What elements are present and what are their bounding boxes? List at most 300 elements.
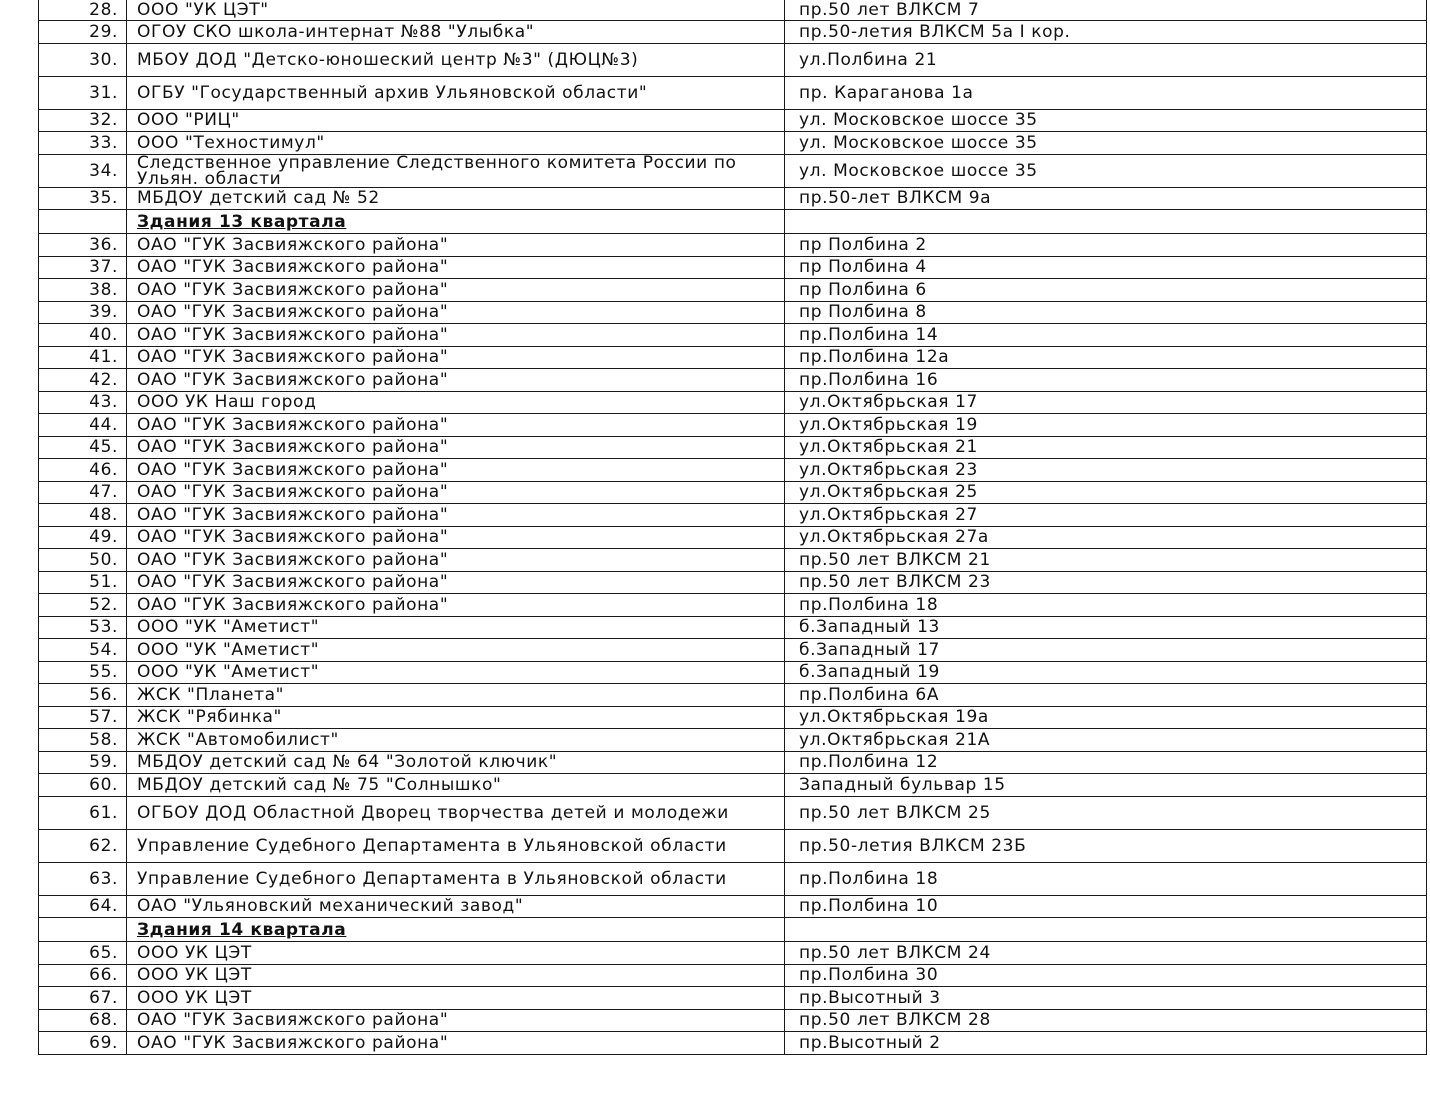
row-number-cell bbox=[39, 21, 127, 44]
row-number-cell bbox=[39, 279, 127, 302]
organization-name: ЖСК "Планета" bbox=[137, 684, 285, 705]
address-cell bbox=[785, 684, 1427, 707]
table-row bbox=[39, 774, 1427, 797]
organization-cell bbox=[127, 414, 785, 437]
address-cell bbox=[785, 256, 1427, 279]
organization-name: ООО "РИЦ" bbox=[137, 110, 240, 131]
address-text: пр.50 лет ВЛКСМ 21 bbox=[799, 549, 991, 570]
organization-name: ООО УК ЦЭТ bbox=[137, 987, 252, 1008]
table-row bbox=[39, 594, 1427, 617]
table-row bbox=[39, 895, 1427, 918]
row-number: 43. bbox=[89, 392, 118, 413]
organization-cell bbox=[127, 987, 785, 1010]
table-row bbox=[39, 234, 1427, 257]
table-row bbox=[39, 132, 1427, 155]
address-cell bbox=[785, 774, 1427, 797]
row-number-cell bbox=[39, 829, 127, 862]
address-text: пр.50-летия ВЛКСМ 5а I кор. bbox=[799, 21, 1071, 42]
address-cell bbox=[785, 324, 1427, 347]
row-number: 69. bbox=[89, 1032, 118, 1053]
address-text: пр Полбина 6 bbox=[799, 279, 927, 300]
row-number-cell bbox=[39, 594, 127, 617]
organization-name: ОАО "ГУК Засвияжского района" bbox=[137, 302, 449, 323]
organization-name: ОАО "Ульяновский механический завод" bbox=[137, 896, 524, 917]
row-number-cell bbox=[39, 436, 127, 459]
organization-name: ООО УК ЦЭТ bbox=[137, 965, 252, 986]
organization-name: ОАО "ГУК Засвияжского района" bbox=[137, 482, 449, 503]
organization-name: ООО "УК "Аметист" bbox=[137, 662, 320, 683]
organization-cell bbox=[127, 301, 785, 324]
organization-name: ОАО "ГУК Засвияжского района" bbox=[137, 504, 449, 525]
organization-name: ОАО "ГУК Засвияжского района" bbox=[137, 369, 449, 390]
address-cell bbox=[785, 234, 1427, 257]
row-number-cell bbox=[39, 526, 127, 549]
organization-cell bbox=[127, 549, 785, 572]
organization-name: Управление Судебного Департамента в Ульяновской области bbox=[137, 835, 727, 856]
address-text: пр.Полбина 16 bbox=[799, 369, 939, 390]
row-number: 58. bbox=[89, 729, 118, 750]
organization-cell bbox=[127, 504, 785, 527]
organization-cell bbox=[127, 76, 785, 109]
address-cell bbox=[785, 964, 1427, 987]
row-number: 68. bbox=[89, 1010, 118, 1031]
address-text: пр.Полбина 12 bbox=[799, 752, 939, 773]
address-cell bbox=[785, 526, 1427, 549]
address-cell bbox=[785, 481, 1427, 504]
table-row bbox=[39, 706, 1427, 729]
address-cell bbox=[785, 987, 1427, 1010]
table-body bbox=[39, 0, 1427, 1054]
table-row bbox=[39, 796, 1427, 829]
address-cell bbox=[785, 279, 1427, 302]
row-number: 35. bbox=[89, 188, 118, 209]
row-number: 30. bbox=[89, 49, 118, 70]
address-cell bbox=[785, 301, 1427, 324]
row-number: 37. bbox=[89, 257, 118, 278]
row-number: 62. bbox=[89, 835, 118, 856]
address-text: пр.50 лет ВЛКСМ 24 bbox=[799, 942, 991, 963]
row-number-cell bbox=[39, 109, 127, 132]
organization-name: ООО "УК "Аметист" bbox=[137, 639, 320, 660]
organization-name: ОАО "ГУК Засвияжского района" bbox=[137, 1032, 449, 1053]
row-number-cell bbox=[39, 987, 127, 1010]
row-number-cell bbox=[39, 369, 127, 392]
organization-cell bbox=[127, 346, 785, 369]
address-text: пр.Высотный 3 bbox=[799, 987, 941, 1008]
address-text: б.Западный 19 bbox=[799, 662, 940, 683]
table-row bbox=[39, 729, 1427, 752]
row-number-cell bbox=[39, 504, 127, 527]
address-text: б.Западный 17 bbox=[799, 639, 940, 660]
organization-cell bbox=[127, 918, 785, 942]
row-number: 61. bbox=[89, 802, 118, 823]
table-row bbox=[39, 1009, 1427, 1032]
table-row bbox=[39, 964, 1427, 987]
row-number: 36. bbox=[89, 234, 118, 255]
address-cell bbox=[785, 0, 1427, 21]
address-text: пр.50-лет ВЛКСМ 9а bbox=[799, 188, 992, 209]
row-number: 39. bbox=[89, 302, 118, 323]
table-row bbox=[39, 504, 1427, 527]
organization-cell bbox=[127, 391, 785, 414]
row-number-cell bbox=[39, 549, 127, 572]
row-number-cell bbox=[39, 76, 127, 109]
row-number: 38. bbox=[89, 279, 118, 300]
address-cell bbox=[785, 414, 1427, 437]
organization-name: ОАО "ГУК Засвияжского района" bbox=[137, 279, 449, 300]
table-row bbox=[39, 0, 1427, 21]
address-cell bbox=[785, 154, 1427, 187]
address-text: пр.Полбина 30 bbox=[799, 965, 939, 986]
address-cell bbox=[785, 639, 1427, 662]
organization-cell bbox=[127, 571, 785, 594]
address-text: пр.50 лет ВЛКСМ 23 bbox=[799, 572, 991, 593]
row-number: 55. bbox=[89, 662, 118, 683]
table-row bbox=[39, 829, 1427, 862]
row-number: 52. bbox=[89, 594, 118, 615]
row-number: 50. bbox=[89, 549, 118, 570]
address-cell bbox=[785, 571, 1427, 594]
table-row bbox=[39, 324, 1427, 347]
row-number: 45. bbox=[89, 437, 118, 458]
row-number: 64. bbox=[89, 896, 118, 917]
organization-cell bbox=[127, 109, 785, 132]
organization-name: ОГОУ СКО школа-интернат №88 "Улыбка" bbox=[137, 21, 535, 42]
address-cell bbox=[785, 1009, 1427, 1032]
organization-cell bbox=[127, 862, 785, 895]
address-text: пр.50 лет ВЛКСМ 25 bbox=[799, 802, 991, 823]
address-text: ул. Московское шоссе 35 bbox=[799, 110, 1038, 131]
address-text: ул.Октябрьская 17 bbox=[799, 392, 978, 413]
row-number: 54. bbox=[89, 639, 118, 660]
organization-cell bbox=[127, 0, 785, 21]
section-header-row bbox=[39, 210, 1427, 234]
row-number: 48. bbox=[89, 504, 118, 525]
address-text: ул.Октябрьская 21А bbox=[799, 729, 991, 750]
address-cell bbox=[785, 862, 1427, 895]
row-number-cell bbox=[39, 661, 127, 684]
organization-cell bbox=[127, 187, 785, 210]
row-number-cell bbox=[39, 0, 127, 21]
table-row bbox=[39, 942, 1427, 965]
row-number: 29. bbox=[89, 21, 118, 42]
organization-name: МБДОУ детский сад № 52 bbox=[137, 188, 380, 209]
organization-name: ОАО "ГУК Засвияжского района" bbox=[137, 347, 449, 368]
address-cell bbox=[785, 76, 1427, 109]
address-text: ул.Октябрьская 27а bbox=[799, 527, 989, 548]
table-row bbox=[39, 369, 1427, 392]
organization-cell bbox=[127, 942, 785, 965]
address-text: б.Западный 13 bbox=[799, 617, 940, 638]
table-row bbox=[39, 301, 1427, 324]
row-number-cell bbox=[39, 639, 127, 662]
row-number-cell bbox=[39, 796, 127, 829]
organization-cell bbox=[127, 594, 785, 617]
row-number-cell bbox=[39, 706, 127, 729]
address-cell bbox=[785, 210, 1427, 234]
organization-name: ОАО "ГУК Засвияжского района" bbox=[137, 234, 449, 255]
address-cell bbox=[785, 729, 1427, 752]
organization-name: ОАО "ГУК Засвияжского района" bbox=[137, 549, 449, 570]
address-text: пр.Высотный 2 bbox=[799, 1032, 941, 1053]
table-row bbox=[39, 1032, 1427, 1055]
row-number-cell bbox=[39, 774, 127, 797]
row-number: 40. bbox=[89, 324, 118, 345]
organization-name: МБОУ ДОД "Детско-юношеский центр №3" (ДЮЦ№3) bbox=[137, 49, 639, 70]
organization-name: ОГБУ "Государственный архив Ульяновской области" bbox=[137, 82, 648, 103]
table-row bbox=[39, 987, 1427, 1010]
organization-cell bbox=[127, 234, 785, 257]
organization-name: Следственное управление Следственного комитета России по Ульян. области bbox=[137, 152, 737, 189]
table-row bbox=[39, 639, 1427, 662]
row-number: 67. bbox=[89, 987, 118, 1008]
row-number-cell bbox=[39, 256, 127, 279]
row-number: 33. bbox=[89, 132, 118, 153]
row-number: 42. bbox=[89, 369, 118, 390]
organization-name: ООО УК ЦЭТ bbox=[137, 942, 252, 963]
address-cell bbox=[785, 369, 1427, 392]
organization-name: ЖСК "Автомобилист" bbox=[137, 729, 339, 750]
row-number-cell bbox=[39, 616, 127, 639]
address-cell bbox=[785, 346, 1427, 369]
organization-cell bbox=[127, 1009, 785, 1032]
table-row bbox=[39, 43, 1427, 76]
row-number: 28. bbox=[89, 0, 118, 20]
address-cell bbox=[785, 918, 1427, 942]
row-number: 60. bbox=[89, 774, 118, 795]
address-cell bbox=[785, 436, 1427, 459]
table-row bbox=[39, 616, 1427, 639]
address-cell bbox=[785, 21, 1427, 44]
address-text: пр. Караганова 1а bbox=[799, 82, 974, 103]
row-number-cell bbox=[39, 346, 127, 369]
table-row bbox=[39, 187, 1427, 210]
organization-cell bbox=[127, 481, 785, 504]
organizations-address-table bbox=[38, 0, 1427, 1055]
organization-cell bbox=[127, 256, 785, 279]
address-text: пр.Полбина 18 bbox=[799, 868, 939, 889]
organization-name: ОАО "ГУК Засвияжского района" bbox=[137, 594, 449, 615]
organization-name: ООО "УК ЦЭТ" bbox=[137, 0, 269, 20]
organization-cell bbox=[127, 154, 785, 187]
row-number: 32. bbox=[89, 110, 118, 131]
organization-cell bbox=[127, 661, 785, 684]
row-number-cell bbox=[39, 391, 127, 414]
row-number: 65. bbox=[89, 942, 118, 963]
row-number-cell bbox=[39, 324, 127, 347]
address-cell bbox=[785, 132, 1427, 155]
organization-cell bbox=[127, 895, 785, 918]
organization-name: ООО "Техностимул" bbox=[137, 132, 325, 153]
organization-cell bbox=[127, 639, 785, 662]
address-text: пр.Полбина 6А bbox=[799, 684, 940, 705]
address-cell bbox=[785, 796, 1427, 829]
address-text: ул.Октябрьская 19а bbox=[799, 707, 989, 728]
address-cell bbox=[785, 391, 1427, 414]
organization-cell bbox=[127, 459, 785, 482]
row-number-cell bbox=[39, 751, 127, 774]
row-number: 57. bbox=[89, 707, 118, 728]
row-number-cell bbox=[39, 942, 127, 965]
table-row bbox=[39, 154, 1427, 187]
organization-name: ООО УК Наш город bbox=[137, 392, 317, 413]
organization-cell bbox=[127, 616, 785, 639]
section-title: Здания 14 квартала bbox=[137, 919, 347, 940]
table-row bbox=[39, 256, 1427, 279]
table-row bbox=[39, 526, 1427, 549]
row-number: 31. bbox=[89, 82, 118, 103]
address-cell bbox=[785, 661, 1427, 684]
organization-cell bbox=[127, 1032, 785, 1055]
address-text: пр.Полбина 18 bbox=[799, 594, 939, 615]
organization-cell bbox=[127, 210, 785, 234]
row-number-cell bbox=[39, 301, 127, 324]
address-text: ул.Полбина 21 bbox=[799, 49, 938, 70]
organization-cell bbox=[127, 324, 785, 347]
row-number-cell bbox=[39, 234, 127, 257]
address-text: пр.Полбина 10 bbox=[799, 896, 939, 917]
address-cell bbox=[785, 616, 1427, 639]
address-cell bbox=[785, 459, 1427, 482]
organization-cell bbox=[127, 829, 785, 862]
organization-cell bbox=[127, 706, 785, 729]
organization-name: ОАО "ГУК Засвияжского района" bbox=[137, 1010, 449, 1031]
address-cell bbox=[785, 706, 1427, 729]
address-text: Западный бульвар 15 bbox=[799, 774, 1006, 795]
organization-cell bbox=[127, 964, 785, 987]
section-header-row bbox=[39, 918, 1427, 942]
address-cell bbox=[785, 549, 1427, 572]
address-cell bbox=[785, 43, 1427, 76]
organization-name: ОАО "ГУК Засвияжского района" bbox=[137, 324, 449, 345]
row-number-cell bbox=[39, 154, 127, 187]
organization-cell bbox=[127, 751, 785, 774]
row-number: 47. bbox=[89, 482, 118, 503]
row-number: 49. bbox=[89, 527, 118, 548]
organization-cell bbox=[127, 796, 785, 829]
table-row bbox=[39, 76, 1427, 109]
table-row bbox=[39, 684, 1427, 707]
address-text: ул.Октябрьская 23 bbox=[799, 459, 978, 480]
organization-name: Управление Судебного Департамента в Ульяновской области bbox=[137, 868, 727, 889]
row-number: 63. bbox=[89, 868, 118, 889]
address-text: пр.50 лет ВЛКСМ 7 bbox=[799, 0, 980, 20]
address-cell bbox=[785, 109, 1427, 132]
table-row bbox=[39, 109, 1427, 132]
organization-name: ОАО "ГУК Засвияжского района" bbox=[137, 527, 449, 548]
table-row bbox=[39, 21, 1427, 44]
row-number-cell bbox=[39, 1032, 127, 1055]
table-row bbox=[39, 391, 1427, 414]
address-text: пр Полбина 4 bbox=[799, 257, 927, 278]
organization-cell bbox=[127, 279, 785, 302]
row-number-cell bbox=[39, 862, 127, 895]
address-cell bbox=[785, 751, 1427, 774]
scanned-document-page bbox=[38, 0, 1426, 1055]
address-text: ул.Октябрьская 27 bbox=[799, 504, 978, 525]
table-row bbox=[39, 571, 1427, 594]
address-text: пр.50 лет ВЛКСМ 28 bbox=[799, 1010, 991, 1031]
row-number-cell bbox=[39, 1009, 127, 1032]
organization-cell bbox=[127, 774, 785, 797]
organization-name: ОАО "ГУК Засвияжского района" bbox=[137, 257, 449, 278]
address-text: пр Полбина 8 bbox=[799, 302, 927, 323]
address-text: ул.Октябрьская 19 bbox=[799, 414, 978, 435]
table-row bbox=[39, 459, 1427, 482]
organization-name: МБДОУ детский сад № 64 "Золотой ключик" bbox=[137, 752, 558, 773]
address-cell bbox=[785, 594, 1427, 617]
row-number-cell bbox=[39, 414, 127, 437]
address-text: пр Полбина 2 bbox=[799, 234, 927, 255]
row-number: 56. bbox=[89, 684, 118, 705]
row-number: 46. bbox=[89, 459, 118, 480]
row-number: 41. bbox=[89, 347, 118, 368]
row-number-cell bbox=[39, 571, 127, 594]
address-cell bbox=[785, 504, 1427, 527]
address-text: ул. Московское шоссе 35 bbox=[799, 132, 1038, 153]
table-row bbox=[39, 414, 1427, 437]
row-number-cell bbox=[39, 43, 127, 76]
row-number: 44. bbox=[89, 414, 118, 435]
row-number-cell bbox=[39, 187, 127, 210]
organization-cell bbox=[127, 21, 785, 44]
row-number: 59. bbox=[89, 752, 118, 773]
address-cell bbox=[785, 1032, 1427, 1055]
row-number-cell bbox=[39, 481, 127, 504]
table-row bbox=[39, 436, 1427, 459]
table-row bbox=[39, 346, 1427, 369]
row-number: 34. bbox=[89, 160, 118, 181]
address-text: ул.Октябрьская 21 bbox=[799, 437, 978, 458]
organization-cell bbox=[127, 436, 785, 459]
organization-cell bbox=[127, 132, 785, 155]
organization-name: ООО "УК "Аметист" bbox=[137, 617, 320, 638]
organization-cell bbox=[127, 684, 785, 707]
table-row bbox=[39, 661, 1427, 684]
address-text: пр.Полбина 14 bbox=[799, 324, 939, 345]
organization-name: ОАО "ГУК Засвияжского района" bbox=[137, 459, 449, 480]
address-cell bbox=[785, 942, 1427, 965]
table-row bbox=[39, 481, 1427, 504]
address-cell bbox=[785, 829, 1427, 862]
organization-name: ОГБОУ ДОД Областной Дворец творчества детей и молодежи bbox=[137, 802, 729, 823]
organization-cell bbox=[127, 43, 785, 76]
address-text: пр.50-летия ВЛКСМ 23Б bbox=[799, 835, 1027, 856]
organization-name: ЖСК "Рябинка" bbox=[137, 707, 282, 728]
row-number-cell bbox=[39, 210, 127, 234]
organization-name: ОАО "ГУК Засвияжского района" bbox=[137, 437, 449, 458]
organization-cell bbox=[127, 369, 785, 392]
row-number-cell bbox=[39, 729, 127, 752]
row-number: 53. bbox=[89, 617, 118, 638]
row-number-cell bbox=[39, 132, 127, 155]
address-text: пр.Полбина 12а bbox=[799, 347, 950, 368]
organization-cell bbox=[127, 729, 785, 752]
address-text: ул.Октябрьская 25 bbox=[799, 482, 978, 503]
section-title: Здания 13 квартала bbox=[137, 211, 347, 232]
organization-name: МБДОУ детский сад № 75 "Солнышко" bbox=[137, 774, 502, 795]
table-row bbox=[39, 549, 1427, 572]
row-number-cell bbox=[39, 964, 127, 987]
organization-cell bbox=[127, 526, 785, 549]
address-cell bbox=[785, 187, 1427, 210]
row-number-cell bbox=[39, 918, 127, 942]
organization-name: ОАО "ГУК Засвияжского района" bbox=[137, 414, 449, 435]
row-number-cell bbox=[39, 459, 127, 482]
table-row bbox=[39, 279, 1427, 302]
row-number: 51. bbox=[89, 572, 118, 593]
organization-name: ОАО "ГУК Засвияжского района" bbox=[137, 572, 449, 593]
